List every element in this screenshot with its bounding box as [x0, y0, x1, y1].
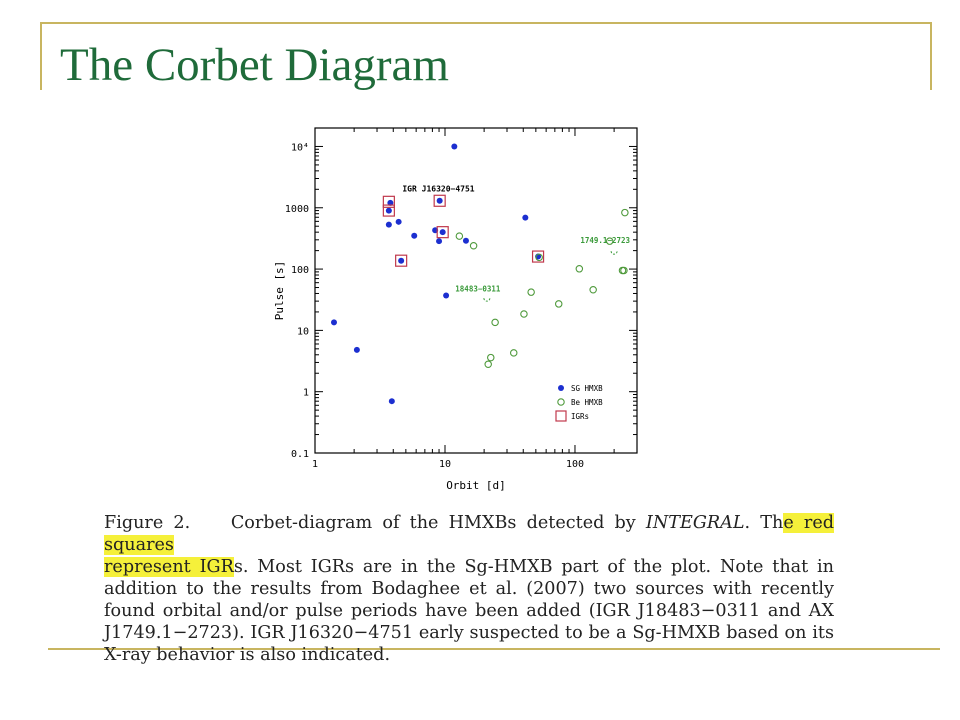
legend-be-marker: [558, 399, 564, 405]
be-hmxb-point: [470, 243, 476, 249]
slide-title: The Corbet Diagram: [60, 39, 449, 91]
legend-sg-marker: [558, 385, 564, 391]
be-hmxb-point: [521, 311, 527, 317]
y-tick-label: 0.1: [290, 449, 309, 460]
frame-left-line: [40, 22, 42, 90]
be-hmxb-point: [576, 266, 582, 272]
be-hmxb-point: [528, 289, 534, 295]
figure-caption: [104, 512, 834, 666]
legend-label: Be HMXB: [571, 398, 603, 407]
x-tick-label: 10: [438, 459, 452, 470]
y-tick-label: 1000: [284, 203, 309, 215]
sg-hmxb-point: [398, 258, 404, 264]
y-tick-label: 1: [302, 387, 309, 399]
annotation-1749: 1749.1−2723: [580, 236, 631, 246]
frame-right-line: [930, 22, 932, 90]
legend-label: IGRs: [571, 412, 590, 421]
legend-label: SG HMXB: [571, 384, 603, 393]
caption-highlight1: e red squares: [104, 513, 834, 555]
caption-part2: . Th: [744, 513, 784, 533]
sg-hmxb-point: [331, 319, 337, 325]
be-hmxb-point: [590, 287, 596, 293]
be-hmxb-point: [488, 354, 494, 360]
y-tick-label: 10⁴: [290, 142, 309, 154]
annotation-1749-marker: [611, 251, 617, 254]
be-hmxb-point: [492, 319, 498, 325]
sg-hmxb-point: [443, 293, 449, 299]
sg-hmxb-point: [436, 238, 442, 244]
be-hmxb-point: [511, 350, 517, 356]
be-hmxb-point: [622, 209, 628, 215]
x-tick-label: 100: [565, 459, 585, 470]
caption-part3: s. Most IGRs are in the Sg-HMXB part of the plot. Note that in addition to the results from Bodaghee et al. (2007) two sources with recently found orbital and/or pulse periods have been added (IGR J18483−0311 and AX J1749.1−2723). IGR J16320−4751 early suspected to be a Sg-HMXB based on its X-ray behavior is also indicated.: [104, 557, 834, 665]
sg-hmxb-point: [389, 398, 395, 404]
corbet-scatter-plot: [265, 120, 665, 492]
sg-hmxb-point: [354, 347, 360, 353]
sg-hmxb-point: [451, 143, 457, 149]
sg-hmxb-point: [386, 208, 392, 214]
y-axis-label: Pulse [s]: [273, 260, 286, 321]
be-hmxb-point: [456, 233, 462, 239]
caption-prefix: Figure 2.: [104, 513, 191, 533]
sg-hmxb-point: [386, 222, 392, 228]
y-tick-label: 10: [296, 326, 309, 338]
sg-hmxb-point: [440, 229, 446, 235]
caption-italic: INTEGRAL: [645, 513, 745, 533]
sg-hmxb-point: [463, 238, 469, 244]
annotation-igr-j16320: IGR J16320−4751: [402, 184, 475, 194]
annotation-18483: 18483−0311: [455, 284, 501, 294]
sg-hmxb-point: [396, 219, 402, 225]
frame-top-line: [40, 22, 932, 24]
sg-hmxb-point: [522, 215, 528, 221]
x-axis-label: Orbit [d]: [446, 479, 506, 492]
be-hmxb-point: [556, 301, 562, 307]
caption-highlight2: represent IGR: [104, 557, 234, 577]
be-hmxb-point: [485, 361, 491, 367]
caption-part1: Corbet-diagram of the HMXBs detected by: [230, 513, 646, 533]
y-tick-label: 100: [290, 265, 309, 277]
sg-hmxb-point: [411, 233, 417, 239]
legend-igr-marker: [556, 411, 566, 421]
sg-hmxb-point: [437, 198, 443, 204]
annotation-18483-marker: [484, 298, 490, 301]
x-tick-label: 1: [311, 459, 319, 470]
